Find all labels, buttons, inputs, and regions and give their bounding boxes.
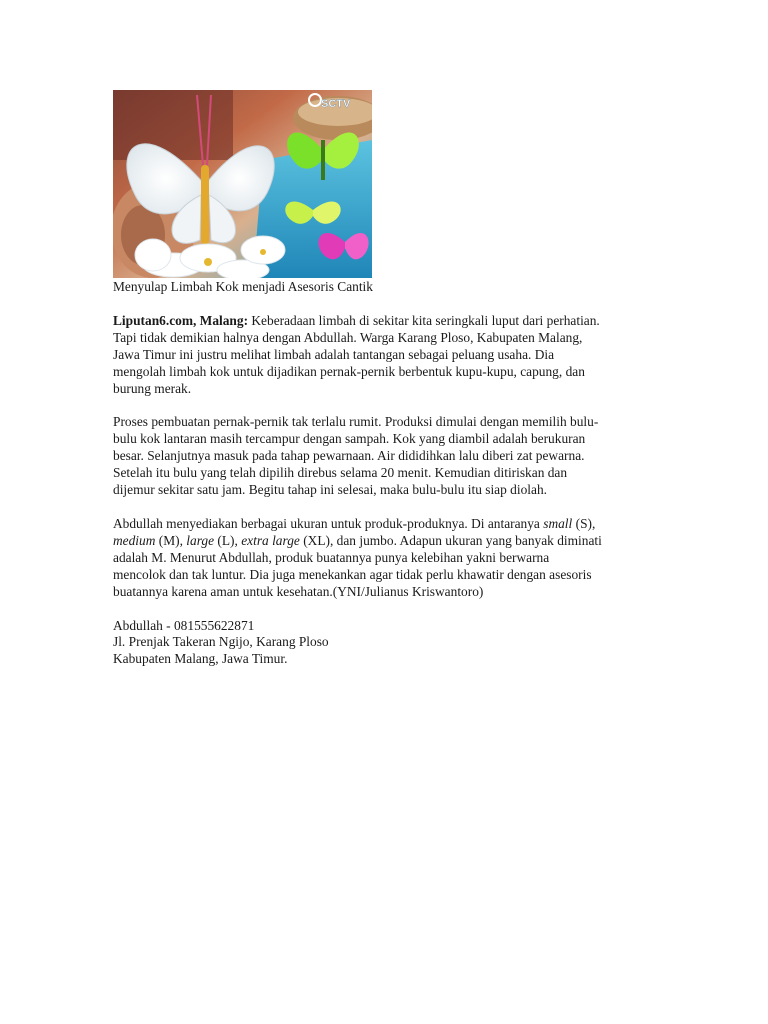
sctv-watermark-text: SCTV [321, 98, 351, 110]
contact-street: Jl. Prenjak Takeran Ngijo, Karang Ploso [113, 634, 329, 650]
dateline: Liputan6.com, Malang: [113, 312, 249, 328]
contact-block [113, 618, 658, 669]
article [113, 90, 658, 668]
photo-caption: Menyulap Limbah Kok menjadi Asesoris Cantik [113, 279, 373, 294]
contact-name-phone: Abdullah - 081555622871 [113, 617, 255, 633]
paragraph-3: Abdullah menyediakan berbagai ukuran untuk produk-produknya. Di antaranya small (S), medium (M), large (L), extra large (XL), dan jumbo. Adapun ukuran yang banyak diminati adalah M. Menurut Abdullah, produk buatannya punya kelebihan yakni berwarna mencolok dan tak luntur. Dia juga menekankan agar tidak perlu khawatir dengan asesoris buatannya karena aman untuk kesehatan.(YNI/Julianus Kriswantoro) [113, 515, 602, 599]
paragraph-1: Liputan6.com, Malang: Keberadaan limbah di sekitar kita seringkali luput dari perhatian. Tapi tidak demikian halnya dengan Abdullah. Warga Karang Ploso, Kabupaten Malang, Jawa Timur ini justru melihat limbah adalah tantangan sebagai peluang usaha. Dia mengolah limbah kok untuk dijadikan pernak-pernik berbentuk kupu-kupu, capung, dan burung merak. [113, 312, 600, 396]
article-photo [113, 90, 372, 278]
contact-region: Kabupaten Malang, Jawa Timur. [113, 651, 288, 667]
paragraph-2: Proses pembuatan pernak-pernik tak terlalu rumit. Produksi dimulai dengan memilih bulu- bulu kok lantaran masih tercampur dengan sampah. Kok yang diambil adalah berukuran besar. Selanjutnya masuk pada tahap pewarnaan. Air dididihkan lalu diberi zat pewarna. Setelah itu bulu yang telah dipilih direbus selama 20 menit. Kemudian ditiriskan dan dijemur sekitar satu jam. Begitu tahap ini selesai, maka bulu-bulu itu siap diolah. [113, 414, 599, 498]
